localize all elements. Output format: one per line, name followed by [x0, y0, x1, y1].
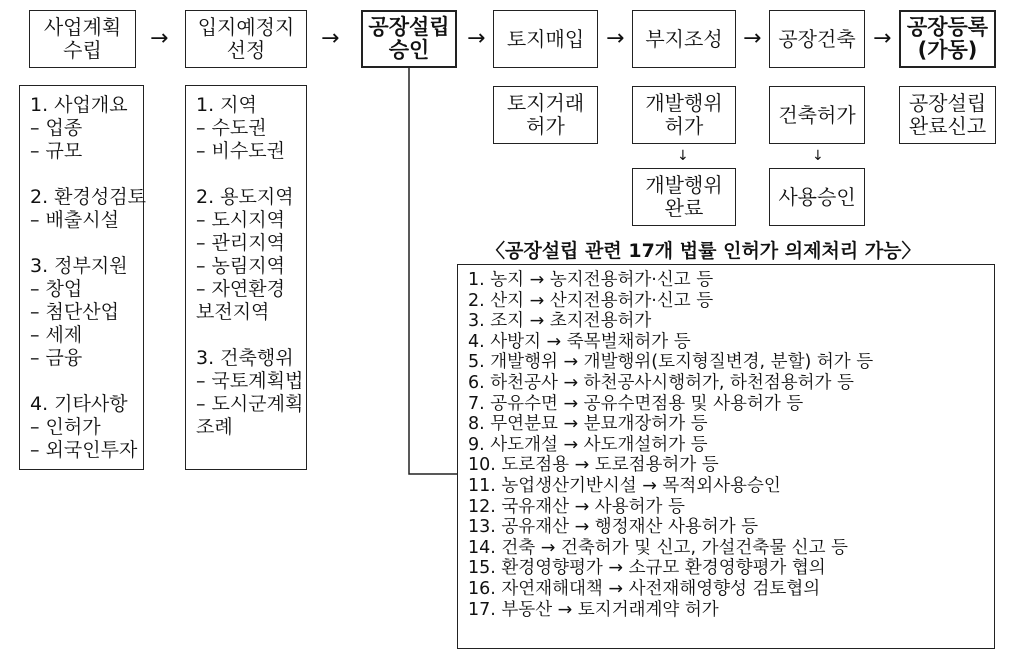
laws-title: 〈공장설립 관련 17개 법률 인허가 의제처리 가능〉	[486, 240, 921, 262]
plan-list-item: – 외국인투자	[30, 439, 138, 461]
law-item: 5. 개발행위 → 개발행위(토지형질변경, 분할) 허가 등	[468, 352, 874, 373]
plan-list-item: – 인허가	[30, 416, 101, 438]
plan-list-item: 4. 기타사항	[30, 393, 128, 415]
site-list-item: – 농림지역	[196, 255, 285, 277]
site-list-item: 2. 용도지역	[196, 186, 294, 208]
site-list-item: – 도시군계획	[196, 393, 304, 415]
law-item: 14. 건축 → 건축허가 및 신고, 가설건축물 신고 등	[468, 537, 848, 558]
step-factory-registration: 공장등록 (가동)	[899, 10, 996, 68]
laws-list	[457, 264, 995, 649]
site-list-item: – 비수도권	[196, 140, 285, 162]
law-item: 8. 무연분묘 → 분묘개장허가 등	[468, 414, 708, 435]
law-item: 15. 환경영향평가 → 소규모 환경영향평가 협의	[468, 558, 826, 579]
step-site-preparation: 부지조성	[632, 10, 736, 68]
law-item: 2. 산지 → 산지전용허가·신고 등	[468, 290, 714, 311]
law-item: 9. 사도개설 → 사도개설허가 등	[468, 434, 708, 455]
law-item: 10. 도로점용 → 도로점용허가 등	[468, 455, 719, 476]
plan-list-item: – 업종	[30, 117, 83, 139]
flow-arrow: →	[467, 26, 486, 51]
down-arrow: ↓	[812, 148, 824, 164]
law-item: 13. 공유재산 → 행정재산 사용허가 등	[468, 517, 759, 538]
law-item: 7. 공유수면 → 공유수면점용 및 사용허가 등	[468, 393, 804, 414]
law-item: 12. 국유재산 → 사용허가 등	[468, 496, 685, 517]
business-plan-details	[19, 85, 144, 470]
spacer	[196, 163, 296, 186]
permit-use-approval: 사용승인	[769, 168, 865, 226]
law-item: 1. 농지 → 농지전용허가·신고 등	[468, 270, 714, 290]
site-list-item: – 수도권	[196, 117, 267, 139]
down-arrow: ↓	[677, 148, 689, 164]
plan-list-item: – 세제	[30, 324, 83, 346]
site-list-item: – 자연환경	[196, 278, 285, 300]
permit-building: 건축허가	[769, 86, 865, 144]
site-selection-details	[185, 85, 307, 470]
site-list-item: – 관리지역	[196, 232, 285, 254]
spacer	[30, 163, 133, 186]
law-item: 16. 자연재해대책 → 사전재해영향성 검토협의	[468, 578, 821, 599]
plan-list-item: – 배출시설	[30, 209, 119, 231]
permit-development-complete: 개발행위 완료	[632, 168, 736, 226]
step-factory-construction: 공장건축	[769, 10, 865, 68]
plan-list-item: 1. 사업개요	[30, 94, 128, 116]
spacer	[30, 370, 133, 393]
permit-development-act: 개발행위 허가	[632, 86, 736, 144]
plan-list-item: 3. 정부지원	[30, 255, 128, 277]
site-list-item: – 도시지역	[196, 209, 285, 231]
spacer	[196, 324, 296, 347]
plan-list-item: – 첨단산업	[30, 301, 119, 323]
flow-arrow: →	[743, 26, 762, 51]
step-factory-approval: 공장설립 승인	[361, 10, 457, 68]
site-list-item: 조례	[196, 416, 233, 438]
plan-list-item: – 규모	[30, 140, 83, 162]
site-list-item: 보전지역	[196, 301, 270, 323]
plan-list-item: – 금융	[30, 347, 83, 369]
law-item: 4. 사방지 → 죽목벌채허가 등	[468, 331, 691, 352]
permit-factory-completion: 공장설립 완료신고	[899, 86, 996, 144]
permit-land-trade: 토지거래 허가	[493, 86, 598, 144]
step-site-selection: 입지예정지 선정	[185, 10, 307, 68]
site-list-item: 1. 지역	[196, 94, 257, 116]
flow-arrow: →	[321, 26, 340, 51]
flow-arrow: →	[873, 26, 892, 51]
site-list-item: – 국토계획법	[196, 370, 304, 392]
plan-list-item: – 창업	[30, 278, 83, 300]
step-business-plan: 사업계획 수립	[29, 10, 136, 68]
law-item: 17. 부동산 → 토지거래계약 허가	[468, 599, 719, 620]
law-item: 6. 하천공사 → 하천공사시행허가, 하천점용허가 등	[468, 372, 854, 393]
plan-list-item: 2. 환경성검토	[30, 186, 146, 208]
site-list-item: 3. 건축행위	[196, 347, 294, 369]
spacer	[30, 232, 133, 255]
flow-arrow: →	[606, 26, 625, 51]
law-item: 11. 농업생산기반시설 → 목적외사용승인	[468, 475, 781, 496]
law-item: 3. 조지 → 초지전용허가	[468, 311, 652, 332]
step-land-purchase: 토지매입	[493, 10, 598, 68]
flow-arrow: →	[150, 26, 169, 51]
